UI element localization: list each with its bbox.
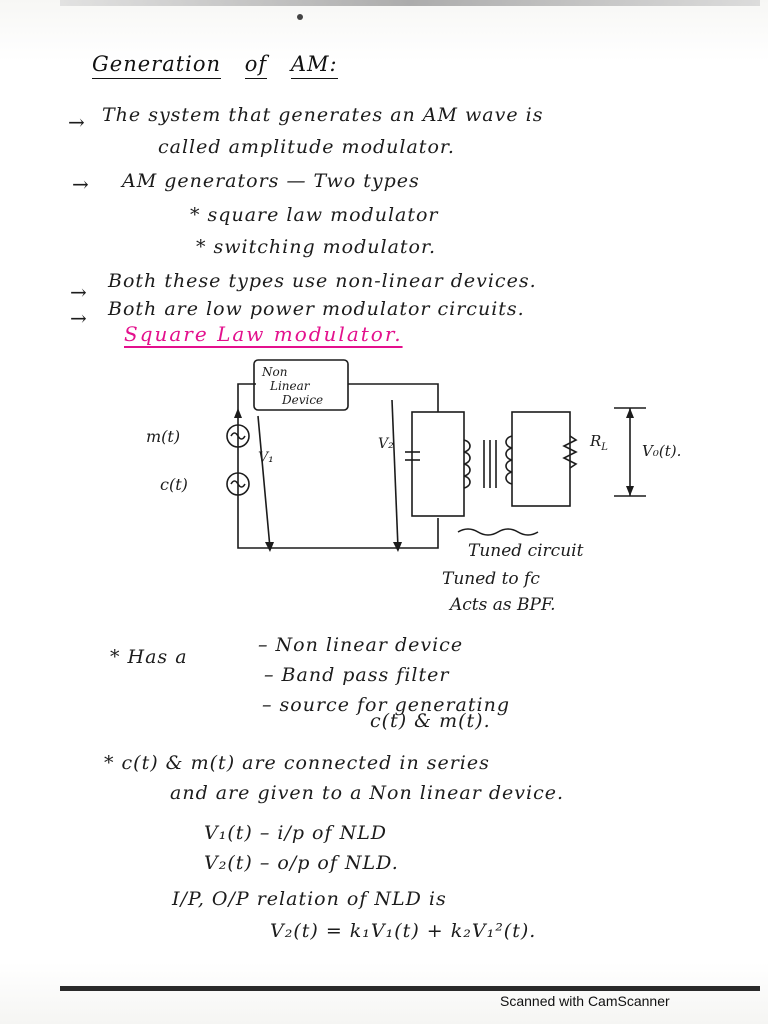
tank-circuit-outline [412, 412, 464, 516]
block-label-device: Device [282, 393, 324, 407]
line-nonlinear-devices: Both these types use non-linear devices. [108, 270, 537, 292]
secondary-coil-icon [506, 436, 512, 484]
bullet-arrow-icon: → [70, 306, 87, 330]
heading-word-of: of [245, 52, 267, 79]
bullet-arrow-icon: → [72, 172, 89, 196]
line-source-item-cont: c(t) & m(t). [370, 710, 491, 732]
label-rl: $R_L$ [590, 432, 608, 453]
tuned-circuit-brace [458, 529, 538, 535]
label-carrier-signal: c(t) [160, 475, 188, 494]
block-label-linear: Linear [270, 379, 310, 393]
primary-coil-icon [464, 440, 470, 488]
label-message-signal: m(t) [146, 427, 181, 446]
line-nonlinear-device-item: – Non linear device [258, 634, 464, 656]
arrowhead [626, 486, 634, 496]
line-io-relation: I/P, O/P relation of NLD is [172, 888, 447, 910]
label-v2: V₂ [378, 436, 394, 452]
line-has-a: * Has a [110, 646, 188, 668]
page-bottom-edge [60, 986, 760, 991]
line-am-definition-cont: called amplitude modulator. [158, 136, 455, 158]
line-series-connection: * c(t) & m(t) are connected in series [104, 752, 490, 774]
label-vo: V₀(t). [642, 442, 682, 460]
line-v2-output: V₂(t) – o/p of NLD. [204, 852, 399, 874]
bullet-arrow-icon: → [70, 280, 87, 304]
arrowhead [234, 408, 242, 418]
line-series-connection-cont: and are given to a Non linear device. [170, 782, 565, 804]
line-low-power: Both are low power modulator circuits. [108, 298, 525, 320]
label-acts-as-bpf: Acts as BPF. [450, 595, 556, 615]
line-square-law: * square law modulator [190, 204, 439, 226]
heading-word-am: AM: [291, 52, 338, 79]
line-bandpass-item: – Band pass filter [264, 664, 450, 686]
line-switching: * switching modulator. [196, 236, 437, 258]
line-source-item: – source for generating [262, 694, 510, 716]
line-am-definition: The system that generates an AM wave is [102, 104, 544, 126]
arrowhead [265, 542, 274, 552]
heading-word-generation: Generation [92, 52, 221, 79]
arrowhead [626, 408, 634, 418]
line-v1-input: V₁(t) – i/p of NLD [204, 822, 388, 844]
v1-arrow [258, 416, 270, 548]
section-title-square-law: Square Law modulator. [124, 322, 403, 346]
bullet-arrow-icon: → [68, 110, 85, 134]
arrowhead [393, 542, 402, 552]
label-tuned-to-fc: Tuned to fc [442, 569, 540, 589]
output-loop-outline [512, 412, 570, 506]
v2-arrow [392, 400, 398, 548]
line-generator-types: AM generators — Two types [122, 170, 420, 192]
label-v1: V₁ [258, 450, 274, 466]
equation-square-law: V₂(t) = k₁V₁(t) + k₂V₁²(t). [270, 920, 537, 942]
label-tuned-circuit: Tuned circuit [468, 541, 584, 561]
camscanner-watermark: Scanned with CamScanner [500, 993, 670, 1009]
block-label-non: Non [262, 365, 288, 379]
